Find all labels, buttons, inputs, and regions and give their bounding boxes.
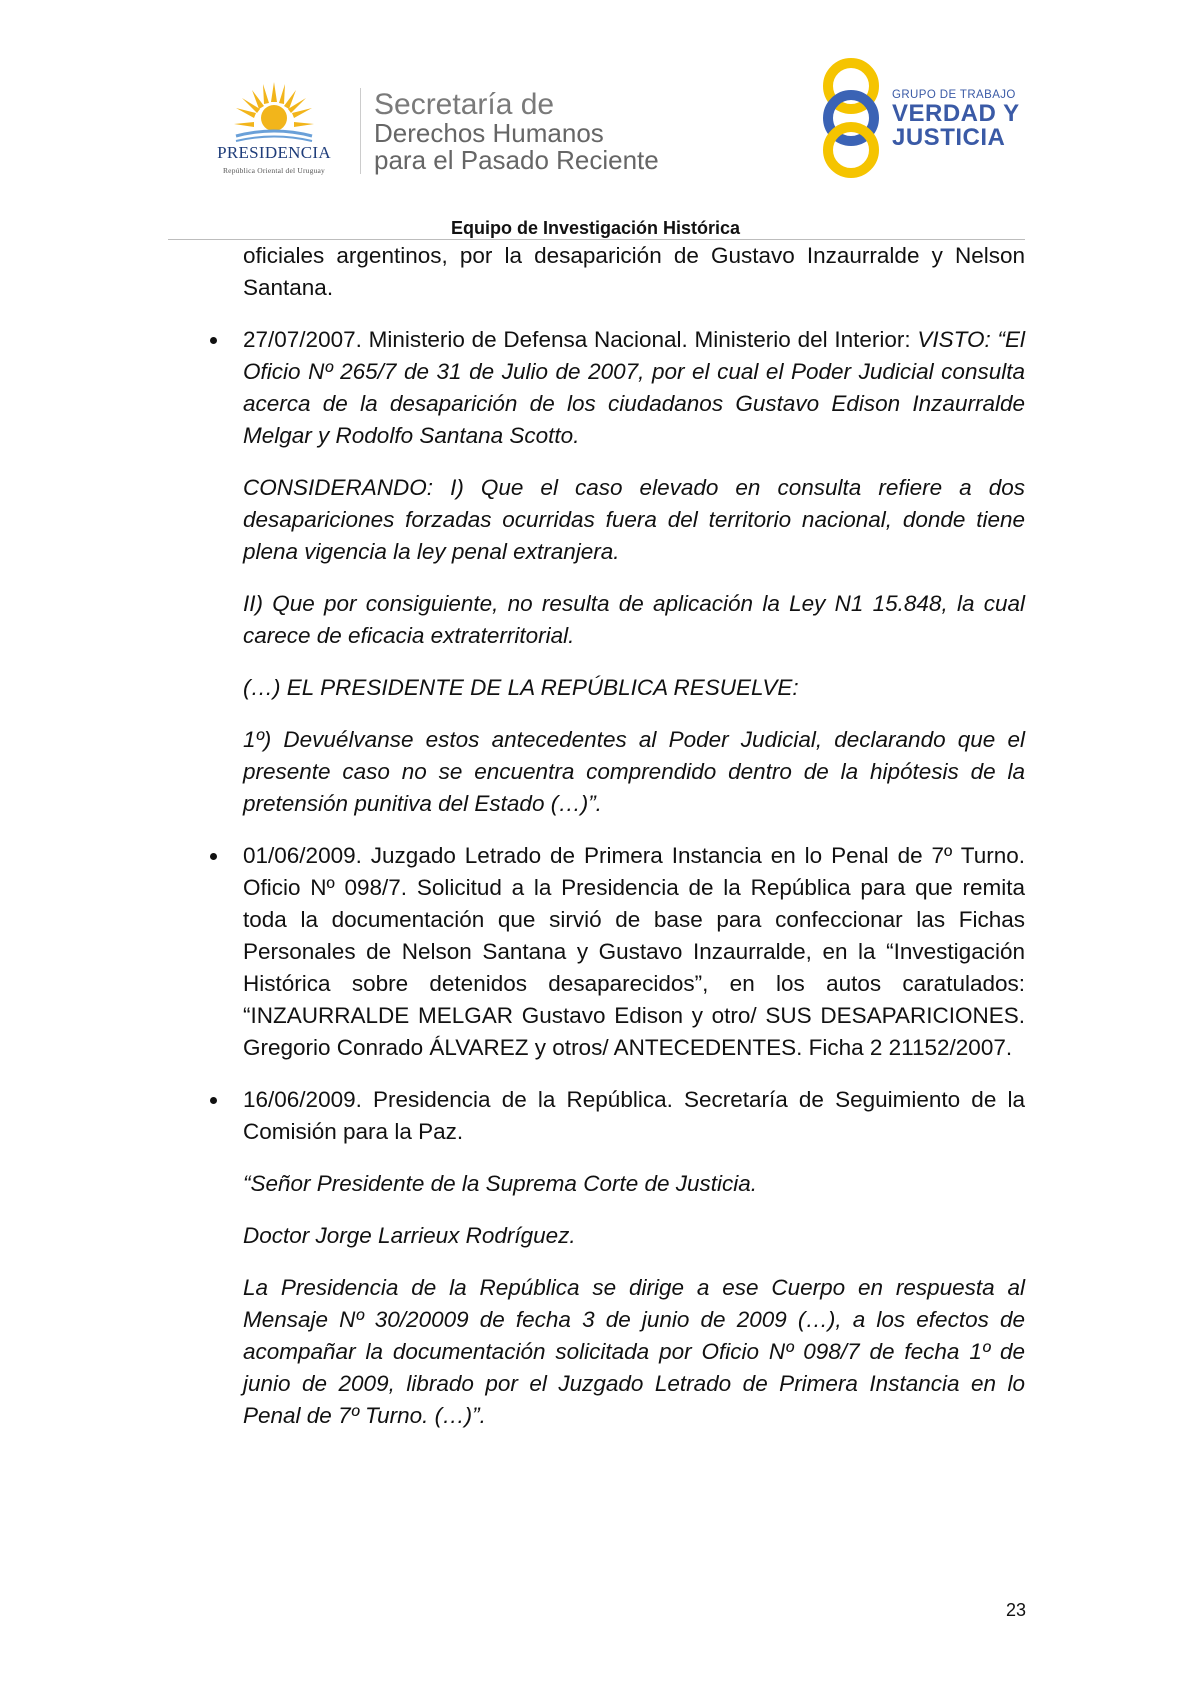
list-item bbox=[243, 324, 1025, 452]
secretaria-line3: para el Pasado Reciente bbox=[374, 145, 659, 175]
item1-considerando: CONSIDERANDO: I) Que el caso elevado en consulta refiere a dos desapariciones forzadas ocurridas fuera del territorio nacional, donde tiene plena vigencia la ley penal extranjera. bbox=[243, 475, 1025, 564]
item1-primero: 1º) Devuélvanse estos antecedentes al Poder Judicial, declarando que el presente caso no se encuentra comprendido dentro de la hipótesis de la pretensión punitiva del Estado (…)”. bbox=[243, 727, 1025, 816]
item1-ii: II) Que por consiguiente, no resulta de aplicación la Ley N1 15.848, la cual carece de eficacia extraterritorial. bbox=[243, 591, 1025, 648]
sun-emblem-icon bbox=[232, 80, 316, 144]
document-body bbox=[243, 240, 1025, 1452]
bullet-icon bbox=[210, 853, 217, 860]
interlocking-rings-icon bbox=[818, 56, 884, 180]
item1-paragraph bbox=[243, 324, 1025, 452]
item3-paragraph: 16/06/2009. Presidencia de la República. Secretaría de Seguimiento de la Comisión para la Paz. bbox=[243, 1087, 1025, 1144]
list-item bbox=[243, 840, 1025, 1064]
grupo-de-trabajo-label: GRUPO DE TRABAJO bbox=[892, 89, 1016, 101]
item3-salutation: “Señor Presidente de la Suprema Corte de Justicia. bbox=[243, 1171, 758, 1196]
item2-paragraph: 01/06/2009. Juzgado Letrado de Primera Instancia en lo Penal de 7º Turno. Oficio Nº 098/7. Solicitud a la Presidencia de la República para que remita toda la documentación que sirvió de base para confeccionar las Fichas Personales de Nelson Santana y Gustavo Inzaurralde, en la “Investigación Histórica sobre detenidos desaparecidos”, en los autos caratulados: “INZAURRALDE MELGAR Gustavo Edison y otro/ SUS DESAPARICIONES. Gregorio Conrado ÁLVAREZ y otros/ ANTECEDENTES. Ficha 2 21152/2007. bbox=[243, 843, 1025, 1060]
item1-resuelve: (…) EL PRESIDENTE DE LA REPÚBLICA RESUELVE: bbox=[243, 675, 799, 700]
header-divider bbox=[360, 88, 361, 174]
verdad-y-justicia-text bbox=[892, 88, 1032, 150]
secretaria-line2: Derechos Humanos bbox=[374, 118, 604, 148]
verdad-y-justicia-logo bbox=[818, 56, 1028, 180]
bullet-icon bbox=[210, 1097, 217, 1104]
page-header bbox=[0, 0, 1191, 240]
justicia-label: JUSTICIA bbox=[892, 124, 1006, 151]
item1-lead: 27/07/2007. Ministerio de Defensa Nacional. Ministerio del Interior: bbox=[243, 327, 918, 352]
presidencia-logo bbox=[196, 80, 352, 180]
verdad-y-label: VERDAD Y bbox=[892, 100, 1020, 127]
item3-doctor: Doctor Jorge Larrieux Rodríguez. bbox=[243, 1223, 576, 1248]
bullet-icon bbox=[210, 337, 217, 344]
item3-letter: La Presidencia de la República se dirige a ese Cuerpo en respuesta al Mensaje Nº 30/20009 de fecha 3 de junio de 2009 (…), a los efectos de acompañar la documentación solicitada por Oficio Nº 098/7 de fecha 1º de junio de 2009, librado por el Juzgado Letrado de Primera Instancia en lo Penal de 7º Turno. (…)”. bbox=[243, 1275, 1025, 1428]
intro-paragraph: oficiales argentinos, por la desaparición de Gustavo Inzaurralde y Nelson Santana. bbox=[243, 243, 1025, 300]
secretaria-title bbox=[374, 90, 734, 174]
presidencia-subtitle: República Oriental del Uruguay bbox=[222, 166, 325, 175]
list-item bbox=[243, 1084, 1025, 1148]
presidencia-name: PRESIDENCIA bbox=[217, 143, 331, 162]
page-number: 23 bbox=[1005, 1600, 1026, 1620]
team-header: Equipo de Investigación Histórica bbox=[450, 218, 741, 238]
item1-visto: VISTO: “El Oficio Nº 265/7 de 31 de Julio de 2007, por el cual el Poder Judicial consulta acerca de la desaparición de los ciudadanos Gustavo Edison Inzaurralde Melgar y Rodolfo Santana Scotto. bbox=[243, 327, 1025, 448]
secretaria-line1: Secretaría de bbox=[374, 88, 555, 121]
